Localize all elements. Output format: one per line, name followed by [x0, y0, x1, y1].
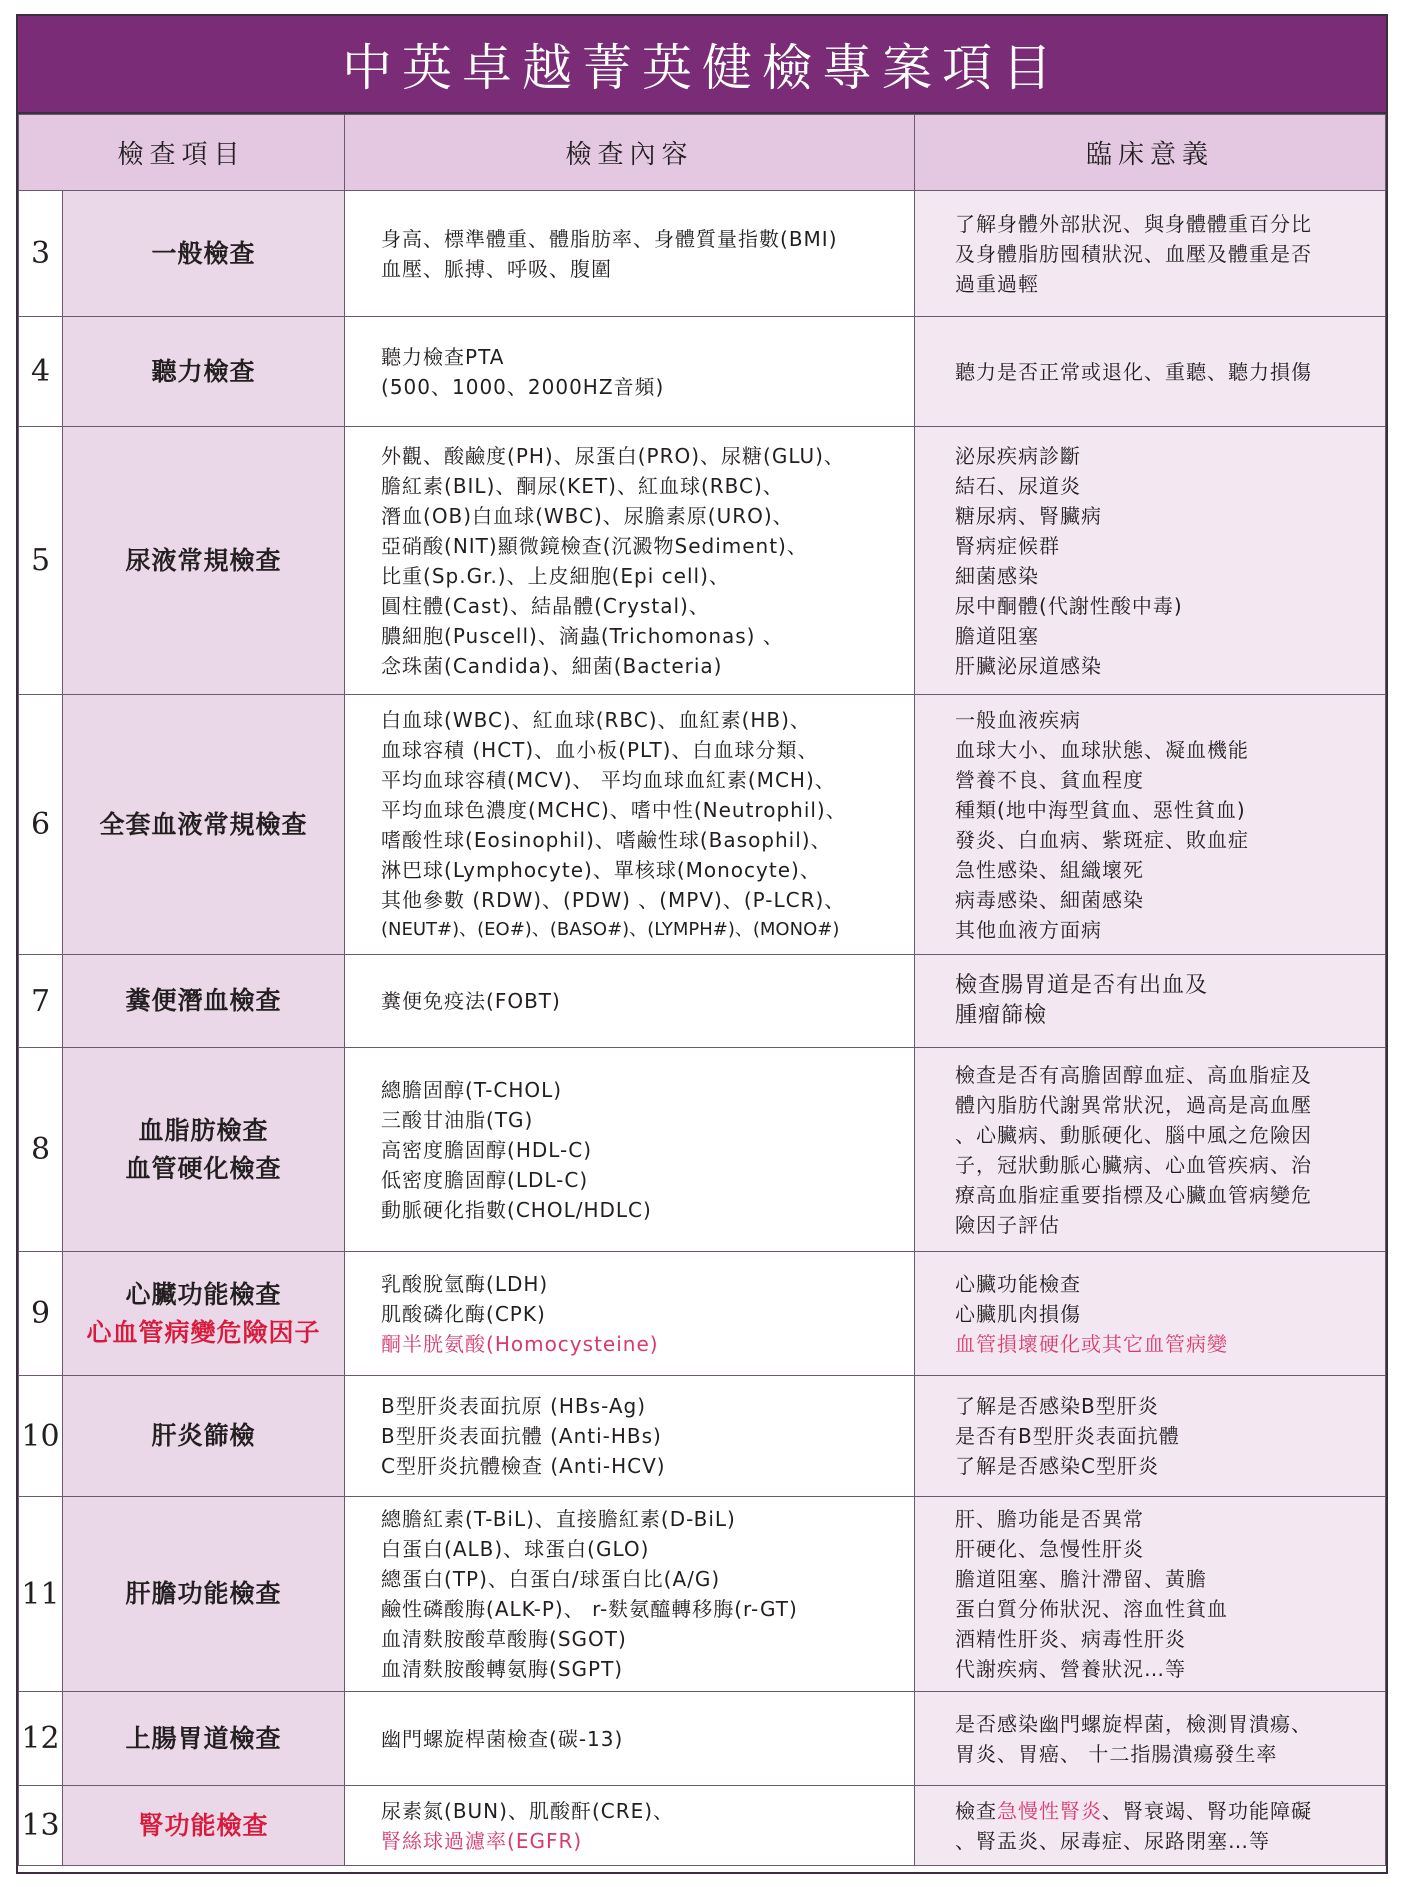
row-item: [63, 1786, 345, 1866]
content-line: 白蛋白(ALB)、球蛋白(GLO): [381, 1537, 650, 1561]
meaning-line-highlight: 血管損壞硬化或其它血管病變: [955, 1331, 1229, 1356]
item-label: 全套血液常規檢查: [99, 809, 308, 839]
content-line: 膽紅素(BIL)、酮尿(KET)、紅血球(RBC)、: [381, 473, 784, 498]
row-content: [345, 1692, 915, 1786]
item-label: 肝炎篩檢: [151, 1421, 256, 1450]
meaning-line: 、腎盂炎、尿毒症、尿路閉塞…等: [955, 1828, 1271, 1853]
meaning-line: 了解是否感染B型肝炎: [955, 1394, 1159, 1418]
table-row: [19, 1692, 1386, 1786]
content-line: 淋巴球(Lymphocyte)、單核球(Monocyte)、: [381, 857, 821, 882]
meaning-line: 檢查是否有高膽固醇血症、高血脂症及: [955, 1062, 1313, 1087]
meaning-line: 酒精性肝炎、病毒性肝炎: [955, 1627, 1187, 1651]
content-line: 幽門螺旋桿菌檢查(碳-13): [381, 1726, 624, 1751]
meaning-line: 血球大小、血球狀態、凝血機能: [955, 737, 1250, 762]
item-label: 一般檢查: [151, 238, 256, 268]
content-line: 三酸甘油脂(TG): [381, 1107, 534, 1132]
content-line: C型肝炎抗體檢查 (Anti-HCV): [381, 1454, 666, 1478]
meaning-line: 檢查腸胃道是否有出血及: [955, 973, 1209, 998]
meaning-line: 體內脂肪代謝異常狀況，過高是高血壓: [955, 1092, 1313, 1117]
content-line-highlight: 酮半胱氨酸(Homocysteine): [381, 1331, 659, 1356]
content-line: 平均血球色濃度(MCHC)、嗜中性(Neutrophil)、: [381, 797, 847, 822]
item-label: 尿液常規檢查: [125, 545, 282, 575]
item-label: 聽力檢查: [151, 356, 256, 386]
row-number: 6: [19, 695, 63, 955]
row-number: 5: [19, 427, 63, 695]
meaning-line: 膽道阻塞、膽汁滯留、黃膽: [955, 1567, 1208, 1591]
row-meaning: [915, 427, 1386, 695]
content-line: 低密度膽固醇(LDL-C): [381, 1167, 589, 1192]
row-content: [345, 1376, 915, 1497]
meaning-line: 是否感染幽門螺旋桿菌，檢測胃潰瘍、: [955, 1711, 1313, 1736]
row-content: [345, 1497, 915, 1692]
content-line: 外觀、酸鹼度(PH)、尿蛋白(PRO)、尿糖(GLU)、: [381, 443, 845, 468]
row-item: [63, 695, 345, 955]
meaning-line: 心臟肌肉損傷: [955, 1301, 1082, 1326]
row-meaning: [915, 191, 1386, 317]
table-row: [19, 1376, 1386, 1497]
item-label: 上腸胃道檢查: [125, 1723, 282, 1753]
content-line: (500、1000、2000HZ音頻): [381, 374, 665, 399]
row-meaning: [915, 317, 1386, 427]
content-line: 念珠菌(Candida)、細菌(Bacteria): [381, 653, 723, 678]
row-meaning: [915, 1786, 1386, 1866]
table-row: [19, 1497, 1386, 1692]
meaning-line: 一般血液疾病: [955, 707, 1082, 732]
table-row: [19, 955, 1386, 1048]
item-label-highlight: 腎功能檢查: [138, 1810, 269, 1840]
meaning-line: 細菌感染: [955, 563, 1040, 588]
meaning-line: 代謝疾病、營養狀況…等: [955, 1657, 1187, 1681]
meaning-line: 其他血液方面病: [955, 917, 1103, 942]
item-label: 心臟功能檢查: [125, 1279, 282, 1309]
meaning-line: [955, 1796, 1373, 1826]
meaning-line: 蛋白質分佈狀況、溶血性貧血: [955, 1597, 1229, 1621]
table-row: [19, 695, 1386, 955]
row-content: [345, 191, 915, 317]
content-line: 總膽固醇(T-CHOL): [381, 1077, 563, 1102]
item-label: 血脂肪檢查: [138, 1115, 269, 1145]
content-line: B型肝炎表面抗原 (HBs-Ag): [381, 1394, 647, 1418]
row-item: [63, 317, 345, 427]
row-number: 12: [19, 1692, 63, 1786]
meaning-line: 肝臟泌尿道感染: [955, 653, 1103, 678]
row-item: [63, 955, 345, 1048]
item-label: 肝膽功能檢查: [125, 1579, 282, 1608]
meaning-line: 泌尿疾病診斷: [955, 443, 1082, 468]
content-line: 膿細胞(Puscell)、滴蟲(Trichomonas) 、: [381, 623, 784, 648]
meaning-text-highlight: 急慢性腎炎: [997, 1798, 1103, 1823]
row-meaning: [915, 1376, 1386, 1497]
row-number: 10: [19, 1376, 63, 1497]
row-number: 11: [19, 1497, 63, 1692]
table-row: [19, 1252, 1386, 1376]
content-line: 血球容積 (HCT)、血小板(PLT)、白血球分類、: [381, 737, 819, 762]
content-line: B型肝炎表面抗體 (Anti-HBs): [381, 1424, 662, 1448]
meaning-line: 發炎、白血病、紫斑症、敗血症: [955, 827, 1250, 852]
row-content: [345, 1252, 915, 1376]
content-line-highlight: 腎絲球過濾率(EGFR): [381, 1828, 583, 1853]
content-line: 糞便免疫法(FOBT): [381, 989, 561, 1013]
table-header-row: [19, 115, 1386, 191]
meaning-line: 腫瘤篩檢: [955, 1003, 1048, 1028]
row-meaning: [915, 695, 1386, 955]
row-meaning: [915, 955, 1386, 1048]
meaning-line: 急性感染、組織壞死: [955, 857, 1145, 882]
page-title: 中英卓越菁英健檢專案項目: [18, 16, 1386, 114]
row-content: [345, 695, 915, 955]
item-label: 血管硬化檢查: [125, 1153, 282, 1183]
meaning-line: 過重過輕: [955, 271, 1040, 296]
content-line: 鹼性磷酸脢(ALK-P)、 r-麩氨醯轉移脢(r-GT): [381, 1597, 798, 1621]
content-line: 白血球(WBC)、紅血球(RBC)、血紅素(HB)、: [381, 707, 811, 732]
row-item: [63, 1497, 345, 1692]
meaning-line: 胃炎、胃癌、 十二指腸潰瘍發生率: [955, 1741, 1278, 1766]
row-content: [345, 1048, 915, 1252]
meaning-line: 及身體脂肪囤積狀況、血壓及體重是否: [955, 241, 1313, 266]
content-line: 血壓、脈搏、呼吸、腹圍: [381, 256, 613, 281]
meaning-line: 險因子評估: [955, 1212, 1061, 1237]
content-line: 身高、標準體重、體脂肪率、身體質量指數(BMI): [381, 226, 838, 251]
row-content: [345, 427, 915, 695]
content-line: 高密度膽固醇(HDL-C): [381, 1137, 593, 1162]
header-meaning: 臨床意義: [915, 115, 1386, 191]
row-content: [345, 955, 915, 1048]
meaning-line: 結石、尿道炎: [955, 473, 1082, 498]
content-line: 尿素氮(BUN)、肌酸酐(CRE)、: [381, 1798, 675, 1823]
items-table: [18, 114, 1386, 1866]
meaning-text: 檢查: [955, 1798, 998, 1823]
table-row: [19, 1786, 1386, 1866]
meaning-line: 是否有B型肝炎表面抗體: [955, 1424, 1180, 1448]
row-number: 8: [19, 1048, 63, 1252]
row-item: [63, 427, 345, 695]
content-line: 肌酸磷化酶(CPK): [381, 1301, 546, 1326]
row-meaning: [915, 1497, 1386, 1692]
content-line: 潛血(OB)白血球(WBC)、尿膽素原(URO)、: [381, 503, 794, 528]
row-item: [63, 1692, 345, 1786]
row-number: 7: [19, 955, 63, 1048]
row-item: [63, 1252, 345, 1376]
row-number: 9: [19, 1252, 63, 1376]
meaning-line: 了解是否感染C型肝炎: [955, 1454, 1159, 1478]
row-content: [345, 317, 915, 427]
content-line: 亞硝酸(NIT)顯微鏡檢查(沉澱物Sediment)、: [381, 533, 808, 558]
meaning-line: 聽力是否正常或退化、重聽、聽力損傷: [955, 359, 1313, 384]
row-meaning: [915, 1048, 1386, 1252]
content-line: 血清麩胺酸轉氨脢(SGPT): [381, 1657, 624, 1681]
meaning-line: 心臟功能檢查: [955, 1271, 1082, 1296]
meaning-line: 療高血脂症重要指標及心臟血管病變危: [955, 1182, 1313, 1207]
content-line: 圓柱體(Cast)、結晶體(Crystal)、: [381, 593, 710, 618]
meaning-line: 種類(地中海型貧血、惡性貧血): [955, 797, 1246, 822]
meaning-line: 病毒感染、細菌感染: [955, 887, 1145, 912]
meaning-line: 肝、膽功能是否異常: [955, 1507, 1145, 1531]
row-meaning: [915, 1252, 1386, 1376]
content-line: 總膽紅素(T-BiL)、直接膽紅素(D-BiL): [381, 1507, 736, 1531]
row-number: 13: [19, 1786, 63, 1866]
meaning-line: 尿中酮體(代謝性酸中毒): [955, 593, 1183, 618]
content-line: 嗜酸性球(Eosinophil)、嗜鹼性球(Basophil)、: [381, 827, 832, 852]
meaning-line: 了解身體外部狀況、與身體體重百分比: [955, 211, 1313, 236]
meaning-line: 肝硬化、急慢性肝炎: [955, 1537, 1145, 1561]
row-content: [345, 1786, 915, 1866]
row-item: [63, 1376, 345, 1497]
meaning-line: 膽道阻塞: [955, 623, 1040, 648]
item-label: 糞便潛血檢查: [125, 986, 282, 1015]
row-item: [63, 1048, 345, 1252]
table-row: [19, 427, 1386, 695]
header-content: 檢查內容: [345, 115, 915, 191]
content-line: 比重(Sp.Gr.)、上皮細胞(Epi cell)、: [381, 563, 730, 588]
row-item: [63, 191, 345, 317]
content-line: (NEUT#)、(EO#)、(BASO#)、(LYMPH#)、(MONO#): [381, 918, 840, 940]
item-label-highlight: 心血管病變危險因子: [86, 1317, 321, 1347]
meaning-line: 子，冠狀動脈心臟病、心血管疾病、治: [955, 1152, 1313, 1177]
health-check-table-frame: [16, 14, 1388, 1874]
row-number: 3: [19, 191, 63, 317]
table-row: [19, 317, 1386, 427]
content-line: 血清麩胺酸草酸脢(SGOT): [381, 1627, 627, 1651]
header-item: 檢查項目: [19, 115, 345, 191]
meaning-line: 腎病症候群: [955, 533, 1061, 558]
row-meaning: [915, 1692, 1386, 1786]
content-line: 乳酸脫氫酶(LDH): [381, 1271, 549, 1296]
meaning-line: 營養不良、貧血程度: [955, 767, 1145, 792]
meaning-line: 、心臟病、動脈硬化、腦中風之危險因: [955, 1122, 1313, 1147]
content-line: 其他參數 (RDW)、(PDW) 、(MPV)、(P-LCR)、: [381, 887, 846, 912]
content-line: 聽力檢查PTA: [381, 344, 505, 369]
meaning-text: 、腎衰竭、腎功能障礙: [1102, 1798, 1313, 1823]
meaning-line: 糖尿病、腎臟病: [955, 503, 1103, 528]
content-line: 平均血球容積(MCV)、 平均血球血紅素(MCH)、: [381, 767, 836, 792]
content-line: 動脈硬化指數(CHOL/HDLC): [381, 1197, 652, 1222]
content-line: 總蛋白(TP)、白蛋白/球蛋白比(A/G): [381, 1567, 721, 1591]
table-row: [19, 1048, 1386, 1252]
row-number: 4: [19, 317, 63, 427]
table-row: [19, 191, 1386, 317]
